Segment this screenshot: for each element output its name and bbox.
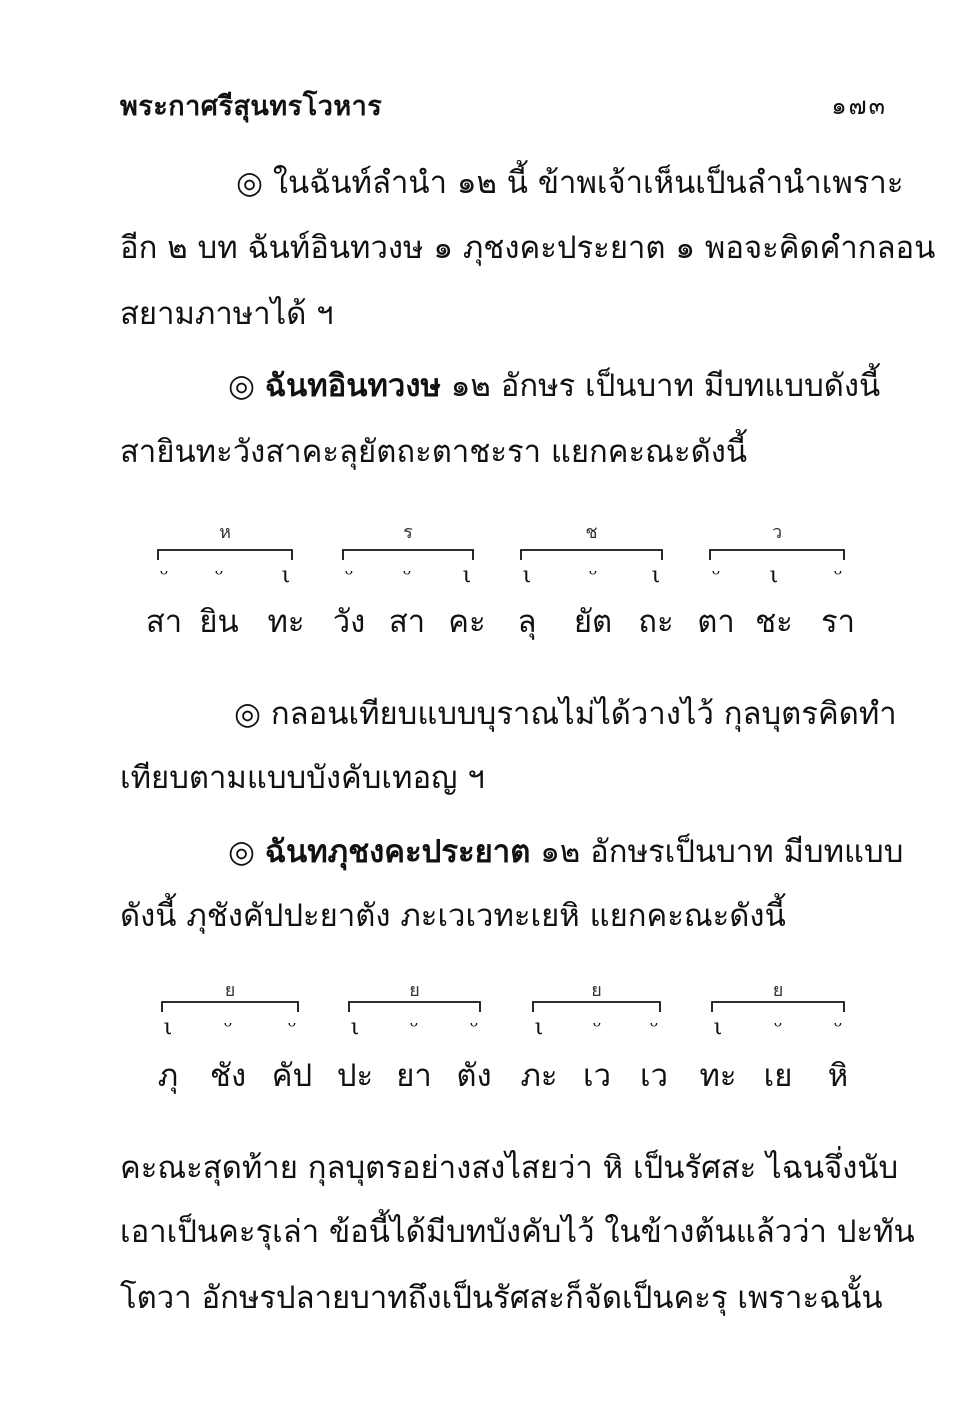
scheme1-weight-mark: ᵕ: [214, 563, 224, 588]
scheme1-weight-mark: ι: [522, 563, 532, 588]
scheme2-group-label: ย: [591, 980, 602, 1001]
paragraph-5-line-3: โตวา อักษรปลายบาทถึงเป็นรัศสะก็จัดเป็นคะรุ เพราะฉนั้น: [120, 1280, 883, 1316]
paragraph-3-line-2: เทียบตามแบบบังคับเทอญ ฯ: [120, 760, 485, 796]
paragraph-2-line-2: สายินทะวังสาคะลุยัตถะตาชะรา แยกคะณะดังนี้: [120, 434, 748, 470]
paragraph-2-text: ๑๒ อักษร เป็นบาท มีบทแบบดังนี้: [450, 368, 881, 404]
paragraph-4-line-2: ดังนี้ ภุชังคัปปะยาตัง ภะเวเวทะเยหิ แยกคะณะดังนี้: [120, 898, 786, 934]
scheme2-syllable: ภุ: [157, 1058, 179, 1094]
scheme1-group-label: ว: [771, 522, 783, 543]
scheme2-syllable: คัป: [271, 1058, 313, 1094]
page-number: ๑๗๓: [831, 92, 887, 120]
paragraph-4-text: ๑๒ อักษรเป็นบาท มีบทแบบ: [540, 834, 904, 870]
paragraph-5-line-1: คะณะสุดท้าย กุลบุตรอย่างสงไสยว่า หิ เป็นรัศสะ ไฉนจึ่งนับ: [120, 1150, 899, 1186]
scheme2-group-label: ย: [409, 980, 420, 1001]
scheme1-syllable: วัง: [332, 604, 366, 640]
bullet: ◎: [228, 368, 256, 404]
scheme2-syllable: ทะ: [699, 1058, 737, 1094]
scheme1-weight-mark: ι: [769, 563, 779, 588]
scheme1-syllable: สา: [388, 604, 426, 640]
scheme1-weight-mark: ᵕ: [588, 563, 598, 588]
scheme1-weight-mark: ι: [281, 563, 291, 588]
scheme1-syllable: ตา: [697, 604, 735, 640]
section-heading-intharawong: ฉันทอินทวงษ: [264, 368, 441, 404]
paragraph-1-line-2: อีก ๒ บท ฉันท์อินทวงษ ๑ ภุชงคะประยาต ๑ พอจะคิดคำกลอน: [120, 230, 936, 266]
scheme2-weight-mark: ι: [163, 1015, 173, 1040]
scheme1-weight-mark: ᵕ: [833, 563, 843, 588]
scheme1-syllable: รา: [820, 604, 856, 640]
scheme2-syllable: ปะ: [336, 1058, 374, 1094]
scheme2-group-bracket: [533, 1002, 660, 1012]
scheme2-weight-mark: ᵕ: [469, 1015, 479, 1040]
scheme1-syllable: สา: [145, 604, 183, 640]
scheme2-group-bracket: [349, 1002, 480, 1012]
scheme2-weight-mark: ᵕ: [833, 1015, 843, 1040]
scheme1-syllable: ลุ: [517, 604, 537, 640]
scheme2-weight-mark: ᵕ: [773, 1015, 783, 1040]
scheme1-syllable: คะ: [448, 604, 486, 640]
scheme1-weight-mark: ᵕ: [402, 563, 412, 588]
scheme2-weight-mark: ᵕ: [649, 1015, 659, 1040]
paragraph-1-line-3: สยามภาษาได้ ฯ: [120, 296, 334, 332]
scheme2-syllable: ตัง: [456, 1058, 492, 1094]
scheme1-syllable: ชะ: [755, 604, 793, 640]
scheme2-weight-mark: ᵕ: [223, 1015, 233, 1040]
scheme1-weight-mark: ι: [651, 563, 661, 588]
scheme1-weight-mark: ᵕ: [159, 563, 169, 588]
bullet: ◎: [228, 834, 256, 870]
scheme1-group-label: ห: [219, 522, 231, 543]
scheme2-group-label: ย: [224, 980, 236, 1001]
scheme2-weight-mark: ι: [350, 1015, 360, 1040]
scheme2-group-bracket: [712, 1002, 844, 1012]
scheme2-syllable: ชัง: [209, 1058, 247, 1094]
paragraph-5-line-2: เอาเป็นคะรุเล่า ข้อนี้ได้มีบทบังคับไว้ ในข้างต้นแล้วว่า ปะทัน: [120, 1214, 915, 1250]
scheme2-weight-mark: ι: [713, 1015, 723, 1040]
paragraph-3-line-1: ◎ กลอนเทียบแบบบุราณไม่ได้วางไว้ กุลบุตรคิดทำ: [234, 696, 897, 732]
scheme2-group-bracket: [162, 1002, 298, 1012]
scheme1-weight-mark: ᵕ: [711, 563, 721, 588]
scheme2-syllable: ยา: [396, 1058, 432, 1094]
scheme1-syllable: ยิน: [199, 604, 239, 640]
paragraph-1-line-1: ◎ ในฉันท์ลำนำ ๑๒ นี้ ข้าพเจ้าเห็นเป็นลำนำเพราะ: [236, 165, 904, 201]
scheme1-syllable: ถะ: [638, 604, 674, 640]
scheme1-syllable: ยัต: [573, 604, 613, 640]
scheme2-syllable: เย: [763, 1058, 793, 1094]
scheme1-syllable: ทะ: [267, 604, 305, 640]
scheme1-group-label: ช: [585, 522, 598, 543]
scheme1-group-label: ร: [403, 522, 413, 543]
scheme2-weight-mark: ᵕ: [592, 1015, 602, 1040]
scheme2-weight-mark: ᵕ: [287, 1015, 297, 1040]
scheme2-weight-mark: ι: [534, 1015, 544, 1040]
scheme2-syllable: หิ: [827, 1058, 849, 1094]
scheme2-group-label: ย: [772, 980, 784, 1001]
scheme1-weight-mark: ι: [462, 563, 472, 588]
scheme2-syllable: ภะ: [520, 1058, 558, 1094]
section-heading-phujongkha: ฉันทภุชงคะประยาต: [264, 834, 531, 870]
scheme2-syllable: เว: [639, 1058, 669, 1094]
scheme2-weight-mark: ᵕ: [409, 1015, 419, 1040]
scheme1-weight-mark: ᵕ: [344, 563, 354, 588]
running-header-title: พระกาศรีสุนทรโวหาร: [120, 91, 383, 122]
scheme2-syllable: เว: [582, 1058, 612, 1094]
